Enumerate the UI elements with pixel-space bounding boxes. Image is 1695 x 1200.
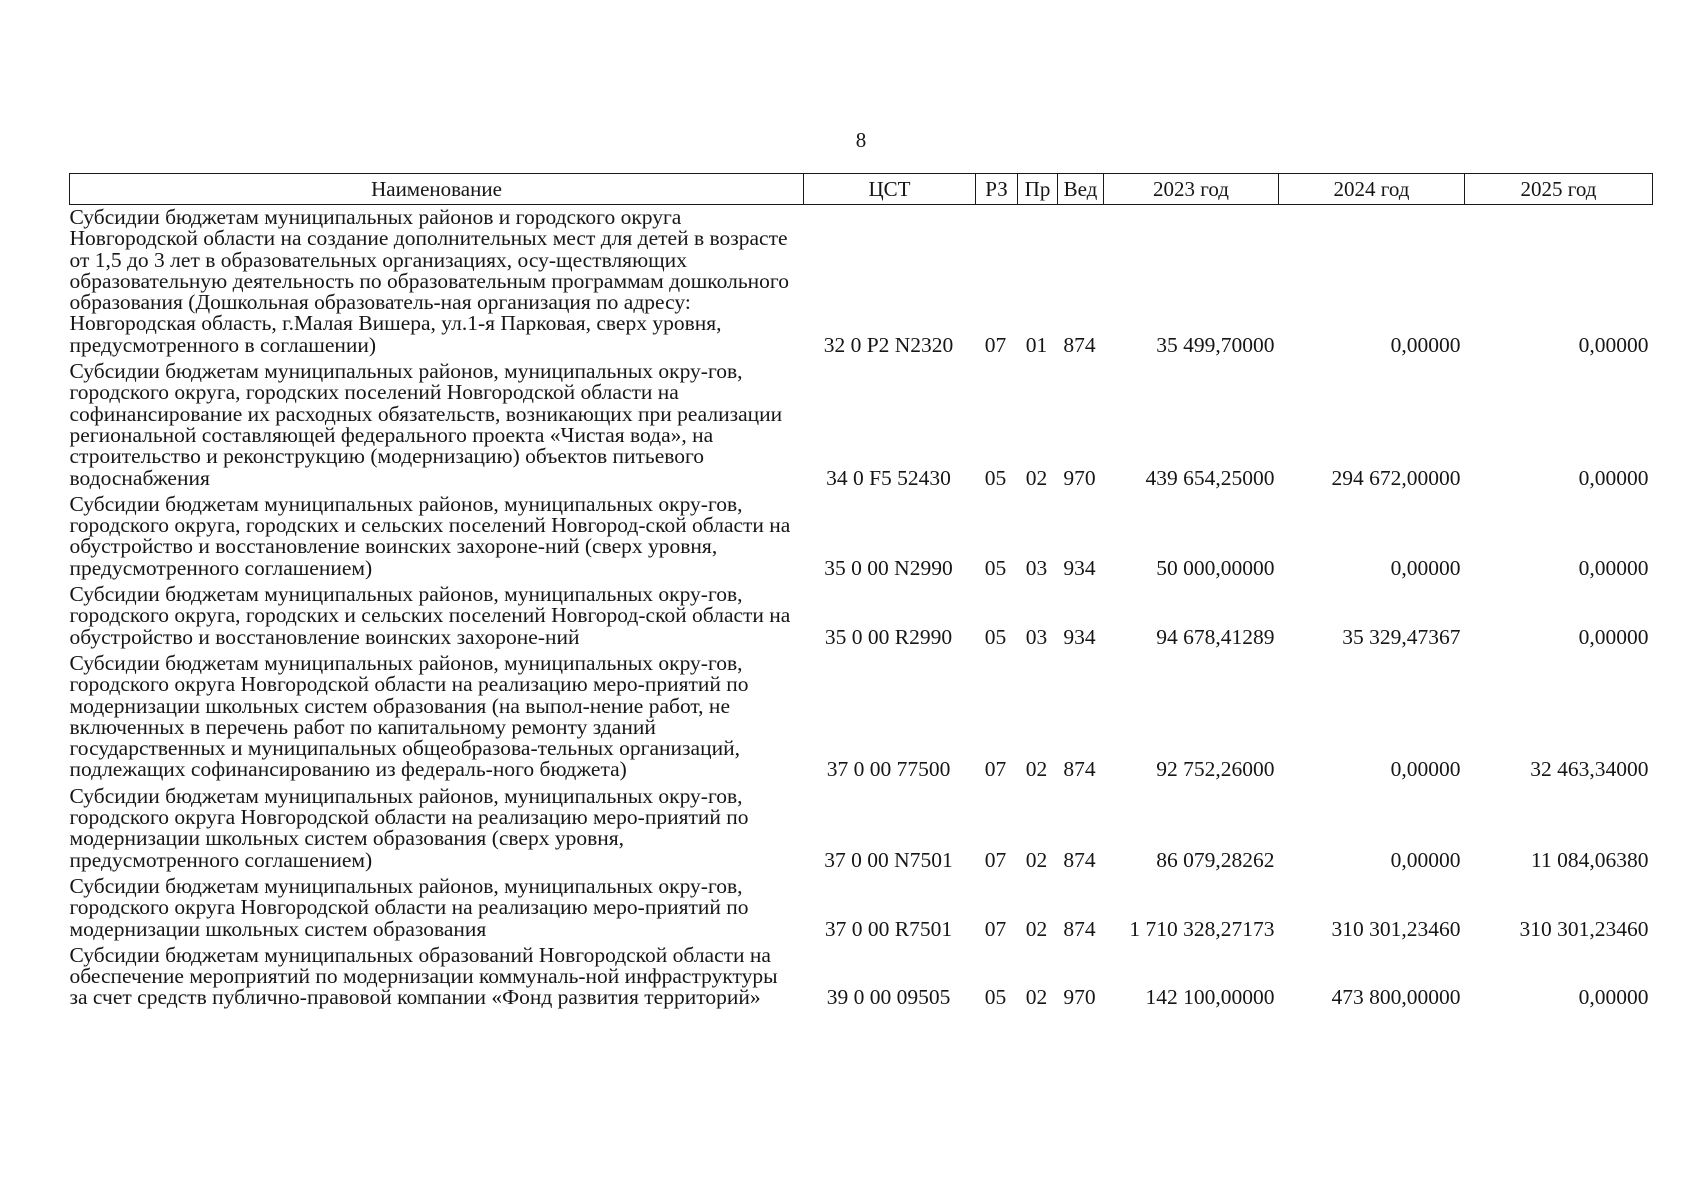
row-ved: 874 (1063, 847, 1096, 872)
table-header-row (70, 174, 1653, 205)
row-rz: 07 (984, 332, 1007, 357)
row-2023: 86 079,28262 (1156, 847, 1275, 872)
row-ved: 970 (1063, 985, 1096, 1010)
row-cst: 35 0 00 N2990 (824, 555, 953, 580)
table-row (70, 359, 1653, 492)
table-row (70, 874, 1653, 943)
row-2023: 94 678,41289 (1156, 624, 1275, 649)
row-rz: 05 (984, 624, 1007, 649)
row-pr: 02 (1025, 847, 1048, 872)
row-ved: 970 (1063, 465, 1096, 490)
table-row (70, 205, 1653, 360)
row-cst: 37 0 00 77500 (826, 757, 951, 782)
row-2024: 35 329,47367 (1342, 624, 1461, 649)
row-2025: 11 084,06380 (1531, 847, 1649, 872)
row-pr: 03 (1025, 624, 1048, 649)
header-cst: ЦСТ (804, 174, 976, 205)
row-name: Субсидии бюджетам муниципальных районов, муниципальных окру-гов, городского округа Новгородской области на реализацию меро-приятий по модернизации школьных систем образования (сверх уровня, предусмотренного соглашением) (69, 783, 749, 872)
row-cst: 35 0 00 R2990 (824, 624, 953, 649)
row-2025: 0,00000 (1578, 624, 1649, 649)
row-pr: 02 (1025, 985, 1048, 1010)
row-name: Субсидии бюджетам муниципальных районов, муниципальных окру-гов, городского округа Новгородской области на реализацию меро-приятий по модернизации школьных систем образования (на выпол-нение работ, не включенных в перечень работ по капитальному ремонту зданий государственных и муниципальных общеобразова-тельных организаций, подлежащих софинансированию из федераль-ного бюджета) (69, 650, 749, 782)
row-2023: 50 000,00000 (1156, 555, 1275, 580)
row-pr: 02 (1025, 465, 1048, 490)
table-row (70, 492, 1653, 582)
row-ved: 874 (1063, 757, 1096, 782)
row-cst: 37 0 00 R7501 (824, 916, 953, 941)
row-rz: 05 (984, 555, 1007, 580)
row-2024: 294 672,00000 (1331, 465, 1461, 490)
row-2023: 142 100,00000 (1145, 985, 1275, 1010)
row-name: Субсидии бюджетам муниципальных районов, муниципальных окру-гов, городского округа, городских и сельских поселений Новгород-ской области на обустройство и восстановление воинских захороне-ний (сверх уровня, предусмотренного соглашением) (69, 491, 791, 580)
row-2024: 0,00000 (1390, 332, 1461, 357)
header-rz: РЗ (976, 174, 1018, 205)
row-2023: 35 499,70000 (1156, 332, 1275, 357)
budget-table (69, 173, 1653, 1012)
row-2024: 0,00000 (1390, 757, 1461, 782)
row-2024: 473 800,00000 (1331, 985, 1461, 1010)
header-2023: 2023 год (1104, 174, 1279, 205)
row-pr: 01 (1025, 332, 1048, 357)
row-ved: 874 (1063, 332, 1096, 357)
row-2025: 310 301,23460 (1519, 916, 1649, 941)
row-pr: 03 (1025, 555, 1048, 580)
row-rz: 07 (984, 847, 1007, 872)
row-ved: 934 (1063, 555, 1096, 580)
row-2023: 439 654,25000 (1145, 465, 1275, 490)
table-row (70, 943, 1653, 1012)
row-ved: 934 (1063, 624, 1096, 649)
row-2025: 0,00000 (1578, 985, 1649, 1010)
table-row (70, 651, 1653, 784)
header-2025: 2025 год (1465, 174, 1653, 205)
header-2024: 2024 год (1279, 174, 1465, 205)
row-name: Субсидии бюджетам муниципальных районов и городского округа Новгородской области на создание дополнительных мест для детей в возрасте от 1,5 до 3 лет в образовательных организациях, осу-ществляющих образовательную деятельность по образовательным программам дошкольного образования (Дошкольная образователь-ная организация по адресу: Новгородская область, г.Малая Вишера, ул.1-я Парковая, сверх уровня, предусмотренного в соглашении) (69, 205, 789, 357)
row-2025: 32 463,34000 (1530, 757, 1649, 782)
table-row (70, 582, 1653, 651)
table-row (70, 784, 1653, 874)
row-rz: 07 (984, 757, 1007, 782)
header-name: Наименование (70, 174, 804, 205)
row-ved: 874 (1063, 916, 1096, 941)
row-name: Субсидии бюджетам муниципальных районов, муниципальных окру-гов, городского округа Новгородской области на реализацию меро-приятий по модернизации школьных систем образования (69, 873, 749, 941)
row-name: Субсидии бюджетам муниципальных районов, муниципальных окру-гов, городского округа, городских и сельских поселений Новгород-ской области на обустройство и восстановление воинских захороне-ний (69, 582, 791, 649)
row-rz: 07 (984, 916, 1007, 941)
header-ved: Вед (1058, 174, 1104, 205)
row-cst: 34 0 F5 52430 (826, 465, 951, 490)
row-pr: 02 (1025, 757, 1048, 782)
page-number: 8 (855, 128, 867, 152)
row-2025: 0,00000 (1578, 332, 1649, 357)
row-cst: 37 0 00 N7501 (824, 847, 953, 872)
row-2023: 92 752,26000 (1156, 757, 1275, 782)
row-pr: 02 (1025, 916, 1048, 941)
row-2024: 0,00000 (1390, 555, 1461, 580)
row-2025: 0,00000 (1578, 465, 1649, 490)
row-2024: 0,00000 (1390, 847, 1461, 872)
row-2024: 310 301,23460 (1331, 916, 1461, 941)
row-name: Субсидии бюджетам муниципальных районов, муниципальных окру-гов, городского округа, городских поселений Новгородской области на софинансирование их расходных обязательств, возникающих при реализации региональной составляющей федерального проекта «Чистая вода», на строительство и реконструкцию (модернизацию) объектов питьевого водоснабжения (69, 359, 783, 490)
row-2025: 0,00000 (1578, 555, 1649, 580)
row-2023: 1 710 328,27173 (1129, 916, 1275, 941)
header-pr: Пр (1018, 174, 1058, 205)
row-cst: 32 0 P2 N2320 (823, 332, 954, 357)
row-name: Субсидии бюджетам муниципальных образований Новгородской области на обеспечение мероприятий по модернизации коммуналь-ной инфраструктуры за счет средств публично-правовой компании «Фонд развития территорий» (69, 942, 778, 1010)
row-cst: 39 0 00 09505 (826, 985, 951, 1010)
row-rz: 05 (984, 985, 1007, 1010)
row-rz: 05 (984, 465, 1007, 490)
